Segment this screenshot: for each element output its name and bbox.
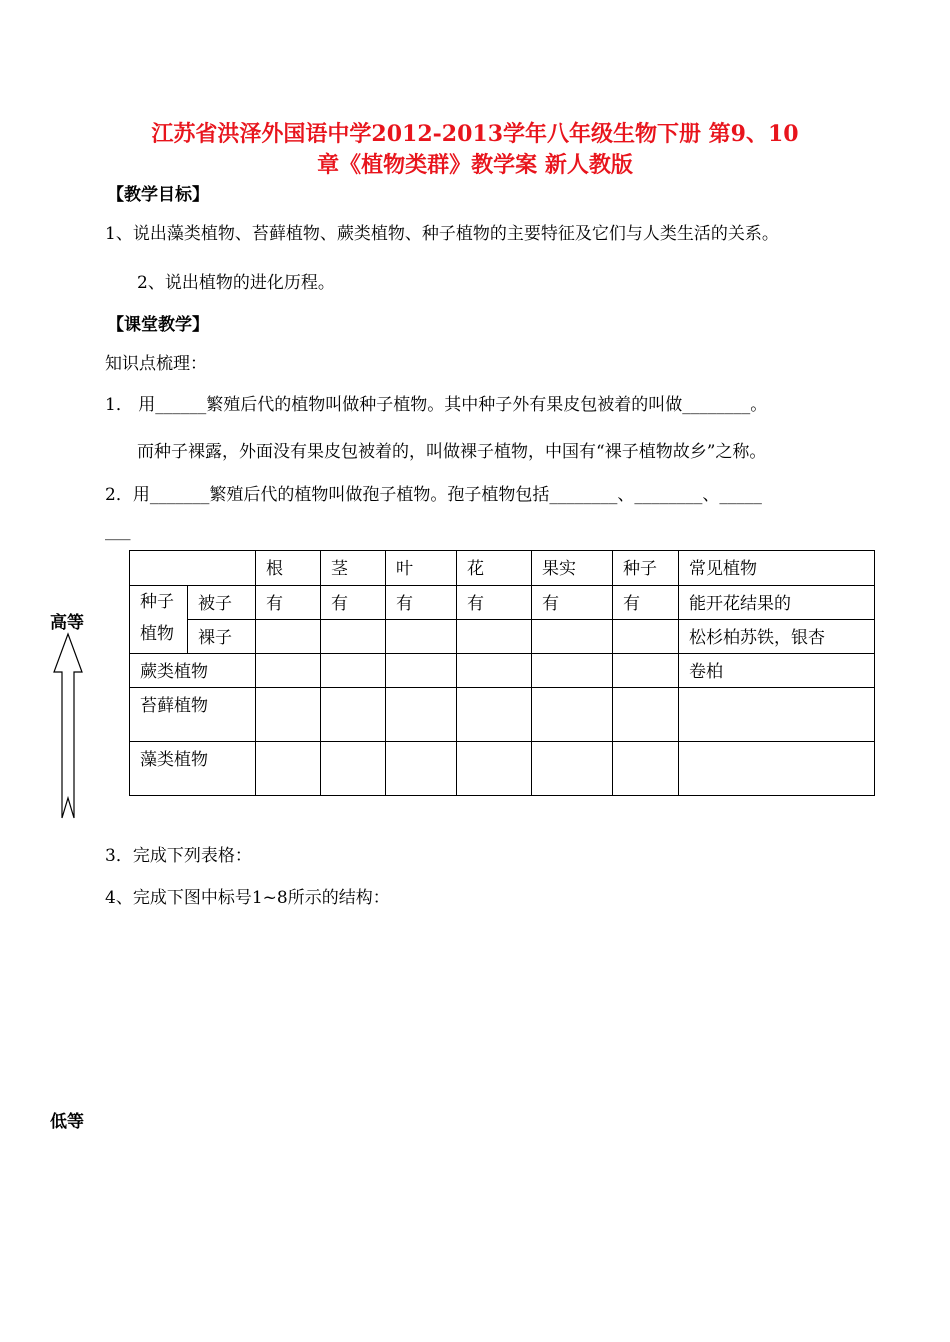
table-header-row [130,551,875,586]
table-cell [532,742,613,796]
header-cell: 根 [256,551,321,586]
question-4: 4、完成下图中标号1~8所示的结构： [105,888,390,908]
header-cell: 果实 [532,551,613,586]
table-cell: 能开花结果的 [679,586,875,620]
document-title-line1: 江苏省洪泽外国语中学2012-2013学年八年级生物下册 第9、10 [151,121,799,147]
table-cell: 有 [457,586,532,620]
header-cell: 常见植物 [679,551,875,586]
table-cell [386,742,457,796]
table-cell [613,620,679,654]
evolution-arrow-icon [52,632,84,820]
knowledge-label: 知识点梳理： [105,354,207,374]
table-cell [457,620,532,654]
table-cell: 有 [386,586,457,620]
table-cell [457,688,532,742]
table-cell [386,654,457,688]
header-cell: 茎 [321,551,386,586]
header-cell: 叶 [386,551,457,586]
plant-groups-table [129,550,875,796]
seed-plants-group-cell: 种子 植物 [130,586,188,654]
table-row [130,742,875,796]
question-2: 2．用_______繁殖后代的植物叫做孢子植物。孢子植物包括________、________、_____ [105,485,762,505]
table-cell [256,620,321,654]
table-row [130,688,875,742]
goal-2: 2、说出植物的进化历程。 [137,273,335,293]
question-1: 1． 用______繁殖后代的植物叫做种子植物。其中种子外有果皮包被着的叫做________。 [105,395,768,415]
table-cell [457,742,532,796]
header-cell: 花 [457,551,532,586]
table-cell [256,654,321,688]
row-label-cell: 被子 [188,586,256,620]
table-cell [532,688,613,742]
table-cell [386,620,457,654]
question-3: 3．完成下列表格： [105,846,252,866]
table-cell [386,688,457,742]
table-row [130,654,875,688]
table-cell [679,742,875,796]
table-cell [321,654,386,688]
table-cell [457,654,532,688]
row-label-cell: 蕨类植物 [130,654,256,688]
table-cell: 有 [532,586,613,620]
goal-1: 1、说出藻类植物、苔藓植物、蕨类植物、种子植物的主要特征及它们与人类生活的关系。 [105,224,779,244]
question-1-continued: 而种子裸露，外面没有果皮包被着的，叫做裸子植物，中国有“裸子植物故乡”之称。 [137,442,767,462]
table-row [130,586,875,620]
document-title-line2: 章《植物类群》教学案 新人教版 [317,152,633,178]
question-2-continued: ___ [105,521,131,541]
label-high: 高等 [50,613,84,633]
table-cell: 有 [613,586,679,620]
row-label-cell: 藻类植物 [130,742,256,796]
table-cell [321,688,386,742]
table-cell [613,742,679,796]
table-cell [321,742,386,796]
table-cell: 有 [321,586,386,620]
table-cell [256,688,321,742]
table-cell [532,620,613,654]
row-label-cell: 裸子 [188,620,256,654]
table-cell [613,688,679,742]
table-cell [321,620,386,654]
table-cell: 松杉柏苏铁，银杏 [679,620,875,654]
table-row [130,620,875,654]
table-corner-cell [130,551,256,586]
table-cell: 有 [256,586,321,620]
label-low: 低等 [50,1112,84,1132]
table-cell: 卷柏 [679,654,875,688]
table-cell [679,688,875,742]
row-label-cell: 苔藓植物 [130,688,256,742]
table-cell [256,742,321,796]
table-cell [532,654,613,688]
table-cell [613,654,679,688]
class-heading: 【课堂教学】 [107,315,209,335]
header-cell: 种子 [613,551,679,586]
goals-heading: 【教学目标】 [107,185,209,205]
